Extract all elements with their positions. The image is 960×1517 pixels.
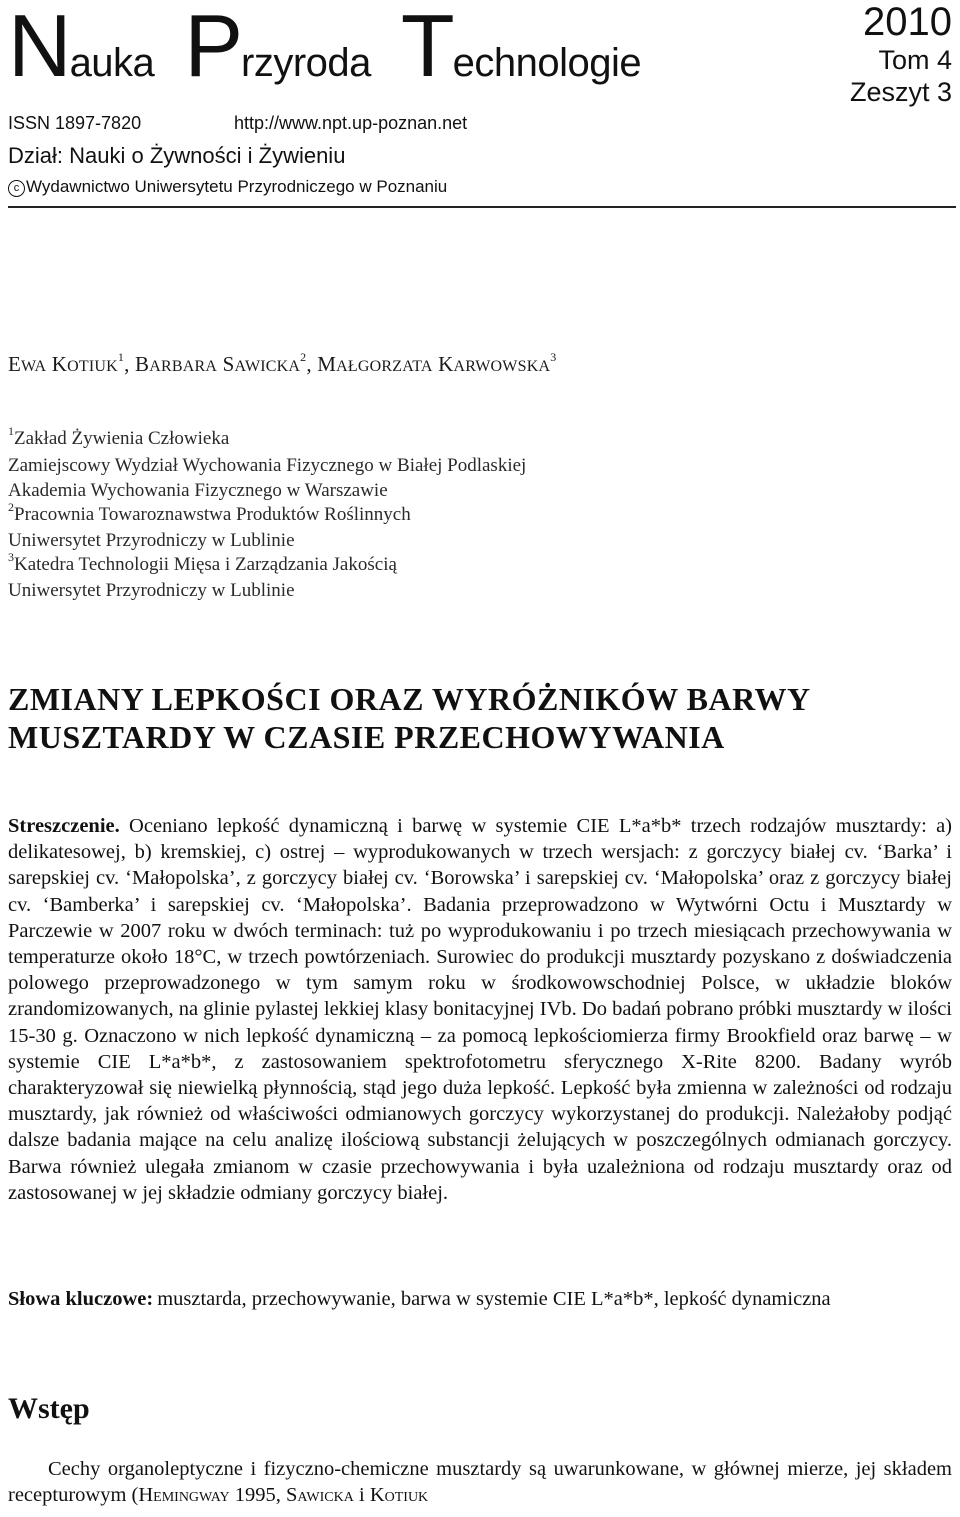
article-title-line: ZMIANY LEPKOŚCI ORAZ WYRÓŻNIKÓW BARWY xyxy=(8,681,811,717)
affiliation-line: $^2$Pracownia Towaroznawstwa Produktów Roślinnych xyxy=(8,499,411,525)
issue-number: Zeszyt 3 xyxy=(849,77,952,107)
affiliation-line: Akademia Wychowania Fizycznego w Warszawie xyxy=(8,480,388,501)
author: BARBARA SAWICKA$^2$ xyxy=(135,350,307,376)
author-list: EWA KOTIUK$^1$, BARBARA SAWICKA$^2$, MAŁGORZATA KARWOWSKA$^3$ xyxy=(8,350,557,376)
intro-paragraph: Cechy organoleptyczne i fizyczno-chemiczne musztardy są uwarunkowane, w głównej mierze, jej składem recepturowym (Hemingway 1995, Sawicka i Kotiuk xyxy=(8,1458,952,1507)
keywords-text: musztarda, przechowywanie, barwa w systemie CIE L*a*b*, lepkość dynamiczna xyxy=(157,1288,831,1310)
journal-section: Dział: Nauki o Żywności i Żywieniu xyxy=(8,143,346,168)
author: EWA KOTIUK$^1$ xyxy=(8,350,125,376)
author-affiliation-mark: 2 xyxy=(300,350,307,364)
article-title xyxy=(8,680,948,756)
citation-author: Sawicka xyxy=(286,1484,354,1507)
journal-title-initial: T xyxy=(400,0,453,95)
affiliation-line: $^3$Katedra Technologii Mięsa i Zarządzania Jakością xyxy=(8,549,397,575)
journal-url[interactable]: http://www.npt.up-poznan.net xyxy=(234,113,468,133)
journal-title-initial: N xyxy=(8,0,70,95)
copyright-text: Wydawnictwo Uniwersytetu Przyrodniczego w Poznaniu xyxy=(26,177,448,196)
journal-title-word: rzyroda xyxy=(241,41,371,85)
issue-info xyxy=(850,0,952,108)
abstract-text: Oceniano lepkość dynamiczną i barwę w systemie CIE L*a*b* trzech rodzajów musztardy: a) delikatesowej, b) kremskiej, c) ostrej – wyprodukowanych w trzech wersjach: z gorczycy białej cv. ‘Barka’ i sarepskiej cv. ‘Małopolska’, z gorczycy białej cv. ‘Borowska’ i sarepskiej cv. ‘Małopolska’ oraz z gorczycy białej cv. ‘Bamberka’ i sarepskiej cv. ‘Małopolska’. Badania przeprowadzono w Wytwórni Octu i Musztardy w Parczewie w 2007 roku w dwóch terminach: tuż po wyprodukowaniu i po trzech miesiącach przechowywania w temperaturze około 18°C, w trzech powtórzeniach. Surowiec do produkcji musztardy pozyskano z doświadczenia polowego przeprowadzonego w tym samym roku w środkowowschodniej Polsce, w układzie bloków zrandomizowanych, na glinie pylastej lekkiej klasy bonitacyjnej IVb. Do badań pobrano próbki musztardy w ilości 15-30 g. Oznaczono w nich lepkość dynamiczną – za pomocą lepkościomierza firmy Brookfield oraz barwę – w systemie CIE L*a*b*, z zastosowaniem spektrofotometru sferycznego X-Rite 8200. Badany wyrób charakteryzował się niewielką płynnością, stąd jego duża lepkość. Lepkość była zmienna w zależności od rodzaju musztardy, jak również od właściwości odmianowych gorczycy wykorzystanej do produkcji. Należałoby podjąć dalsze badania mające na celu analizę ilościową substancji żelujących w poszczególnych odmianach gorczycy. Barwa również ulegała zmianom w czasie przechowywania i była uzależniona od rodzaju musztardy oraz od zastosowanej w jej składzie odmiany gorczycy białej. xyxy=(8,815,952,1204)
article-title-line: MUSZTARDY W CZASIE PRZECHOWYWANIA xyxy=(8,719,725,755)
abstract-label: Streszczenie. xyxy=(8,815,120,837)
author-affiliation-mark: 3 xyxy=(550,350,557,364)
journal-title-initial: P xyxy=(184,0,242,95)
journal-title xyxy=(8,0,641,109)
issue-year: 2010 xyxy=(863,0,952,44)
affiliation-line: Uniwersytet Przyrodniczy w Lublinie xyxy=(8,530,295,551)
author: MAŁGORZATA KARWOWSKA$^3$ xyxy=(317,350,557,376)
citation-author: Kotiuk xyxy=(369,1484,429,1507)
author-affiliation-mark: 1 xyxy=(117,350,125,364)
journal-title-word: auka xyxy=(69,41,155,85)
copyright-icon: c xyxy=(8,180,25,197)
section-heading-intro: Wstęp xyxy=(8,1392,90,1425)
abstract xyxy=(8,813,952,1206)
citation-author: Hemingway xyxy=(138,1484,230,1507)
keywords xyxy=(8,1285,952,1313)
affiliation-line: Zamiejscowy Wydział Wychowania Fizycznego w Białej Podlaskiej xyxy=(8,455,527,476)
affiliation-line: $^1$Zakład Żywienia Człowieka xyxy=(8,423,230,449)
copyright-line xyxy=(8,177,447,197)
keywords-label: Słowa kluczowe: xyxy=(8,1288,154,1310)
affiliation-line: Uniwersytet Przyrodniczy w Lublinie xyxy=(8,580,295,601)
header-divider xyxy=(8,206,956,208)
issn: ISSN 1897-7820 xyxy=(8,113,142,133)
journal-title-word: echnologie xyxy=(452,41,642,85)
issue-volume: Tom 4 xyxy=(878,45,952,75)
